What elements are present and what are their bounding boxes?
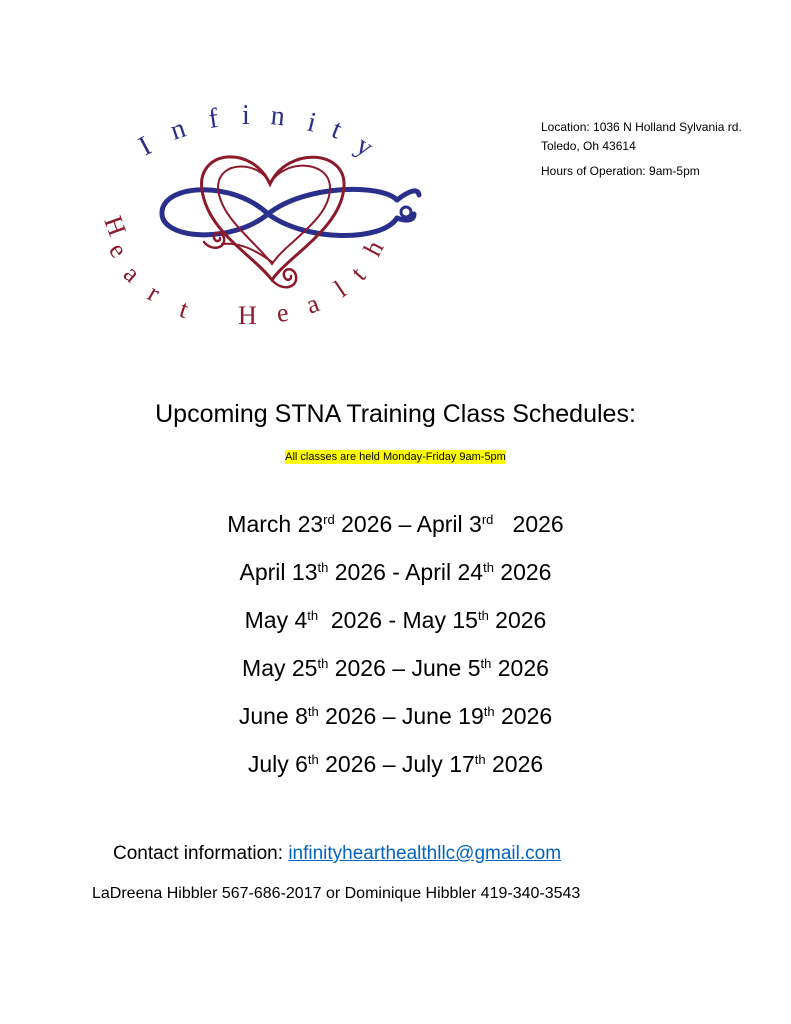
schedule-item: July 6th 2026 – July 17th 2026 (247, 751, 544, 777)
contact-label: Contact information: (113, 843, 289, 864)
hours-of-operation: Hours of Operation: 9am-5pm (541, 164, 700, 178)
schedule-item: May 4th 2026 - May 15th 2026 (244, 607, 547, 633)
svg-text:y: y (350, 129, 379, 164)
schedule-item: April 13th 2026 - April 24th 2026 (239, 559, 552, 585)
svg-text:I: I (133, 130, 157, 163)
svg-text:t: t (176, 294, 192, 324)
svg-text:e: e (103, 236, 134, 263)
svg-text:i: i (304, 106, 320, 139)
contact-information (113, 840, 561, 868)
infinity-heart-health-logo (92, 92, 472, 332)
svg-text:l: l (329, 274, 352, 303)
stethoscope-icon (162, 189, 419, 235)
schedule-list (0, 502, 791, 790)
svg-text:e: e (274, 297, 291, 328)
company-logo (92, 92, 472, 332)
svg-text:r: r (143, 278, 166, 308)
heart-icon (202, 157, 344, 287)
phone-contacts: LaDreena Hibbler 567-686-2017 or Dominique Hibbler 419-340-3543 (92, 885, 581, 902)
location-address-line2: Toledo, Oh 43614 (541, 139, 636, 153)
email-link[interactable]: infinityhearthealthllc@gmail.com (288, 843, 562, 864)
svg-text:n: n (269, 100, 287, 133)
highlighted-note: All classes are held Monday-Friday 9am-5pm (285, 451, 506, 463)
page-title: Upcoming STNA Training Class Schedules: (155, 400, 636, 428)
class-hours-note (0, 450, 791, 464)
svg-text:f: f (206, 102, 221, 135)
svg-text:i: i (242, 100, 250, 131)
schedule-item: June 8th 2026 – June 19th 2026 (238, 703, 553, 729)
logo-wordmark (98, 100, 389, 330)
location-info (541, 118, 781, 181)
svg-text:n: n (166, 112, 190, 147)
svg-text:a: a (117, 258, 146, 289)
location-address-line1: Location: 1036 N Holland Sylvania rd. (541, 120, 742, 134)
svg-text:H: H (238, 301, 257, 330)
svg-text:t: t (327, 113, 347, 146)
schedule-item: May 25th 2026 – June 5th 2026 (242, 655, 549, 681)
svg-text:H: H (98, 212, 133, 240)
svg-text:a: a (302, 288, 323, 320)
svg-text:t: t (344, 261, 372, 287)
schedule-item: March 23rd 2026 – April 3rd 2026 (227, 511, 564, 537)
svg-text:h: h (357, 235, 390, 261)
